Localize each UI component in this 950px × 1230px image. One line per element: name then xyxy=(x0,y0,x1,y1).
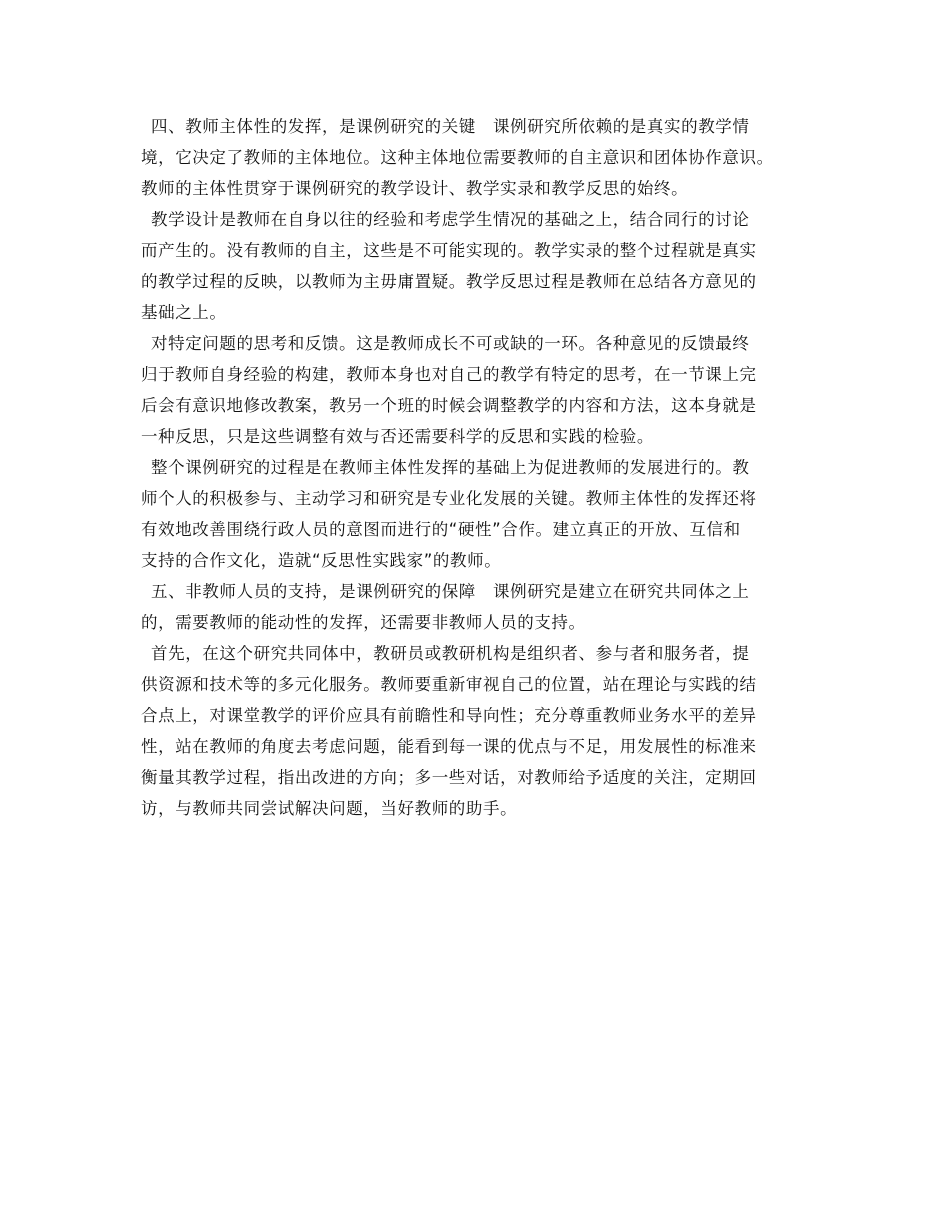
text-line: 供资源和技术等的多元化服务。教师要重新审视自己的位置，站在理论与实践的结 xyxy=(141,675,757,694)
text-line: 而产生的。没有教师的自主，这些是不可能实现的。教学实录的整个过程就是真实 xyxy=(141,241,757,260)
text-line: 整个课例研究的过程是在教师主体性发挥的基础上为促进教师的发展进行的。教 xyxy=(151,458,750,477)
text-line: 支持的合作文化，造就“反思性实践家”的教师。 xyxy=(141,551,502,570)
text-line: 首先，在这个研究共同体中，教研员或教研机构是组织者、参与者和服务者，提 xyxy=(151,644,750,663)
text-line: 一种反思，只是这些调整有效与否还需要科学的反思和实践的检验。 xyxy=(141,427,654,446)
text-line: 合点上，对课堂教学的评价应具有前瞻性和导向性；充分尊重教师业务水平的差异 xyxy=(141,706,757,725)
document-body xyxy=(141,111,821,824)
text-line: 后会有意识地修改教案，教另一个班的时候会调整教学的内容和方法，这本身就是 xyxy=(141,396,757,415)
text-line: 有效地改善围绕行政人员的意图而进行的“硬性”合作。建立真正的开放、互信和 xyxy=(141,520,741,539)
text-line: 的，需要教师的能动性的发挥，还需要非教师人员的支持。 xyxy=(141,613,586,632)
text-line: 的教学过程的反映，以教师为主毋庸置疑。教学反思过程是教师在总结各方意见的 xyxy=(141,272,757,291)
text-line: 教学设计是教师在自身以往的经验和考虑学生情况的基础之上，结合同行的讨论 xyxy=(151,210,750,229)
text-line: 师个人的积极参与、主动学习和研究是专业化发展的关键。教师主体性的发挥还将 xyxy=(141,489,757,508)
text-line: 四、教师主体性的发挥，是课例研究的关键 课例研究所依赖的是真实的教学情 xyxy=(151,117,750,136)
text-line: 性，站在教师的角度去考虑问题，能看到每一课的优点与不足，用发展性的标准来 xyxy=(141,737,757,756)
text-line: 教师的主体性贯穿于课例研究的教学设计、教学实录和教学反思的始终。 xyxy=(141,179,689,198)
text-line: 归于教师自身经验的构建，教师本身也对自己的教学有特定的思考，在一节课上完 xyxy=(141,365,757,384)
text-line: 对特定问题的思考和反馈。这是教师成长不可或缺的一环。各种意见的反馈最终 xyxy=(151,334,750,353)
text-line: 五、非教师人员的支持，是课例研究的保障 课例研究是建立在研究共同体之上 xyxy=(151,582,750,601)
text-line: 境，它决定了教师的主体地位。这种主体地位需要教师的自主意识和团体协作意识。 xyxy=(141,148,774,167)
text-line: 基础之上。 xyxy=(141,303,227,322)
text-line: 衡量其教学过程，指出改进的方向；多一些对话，对教师给予适度的关注，定期回 xyxy=(141,768,757,787)
text-line: 访，与教师共同尝试解决问题，当好教师的助手。 xyxy=(141,799,518,818)
